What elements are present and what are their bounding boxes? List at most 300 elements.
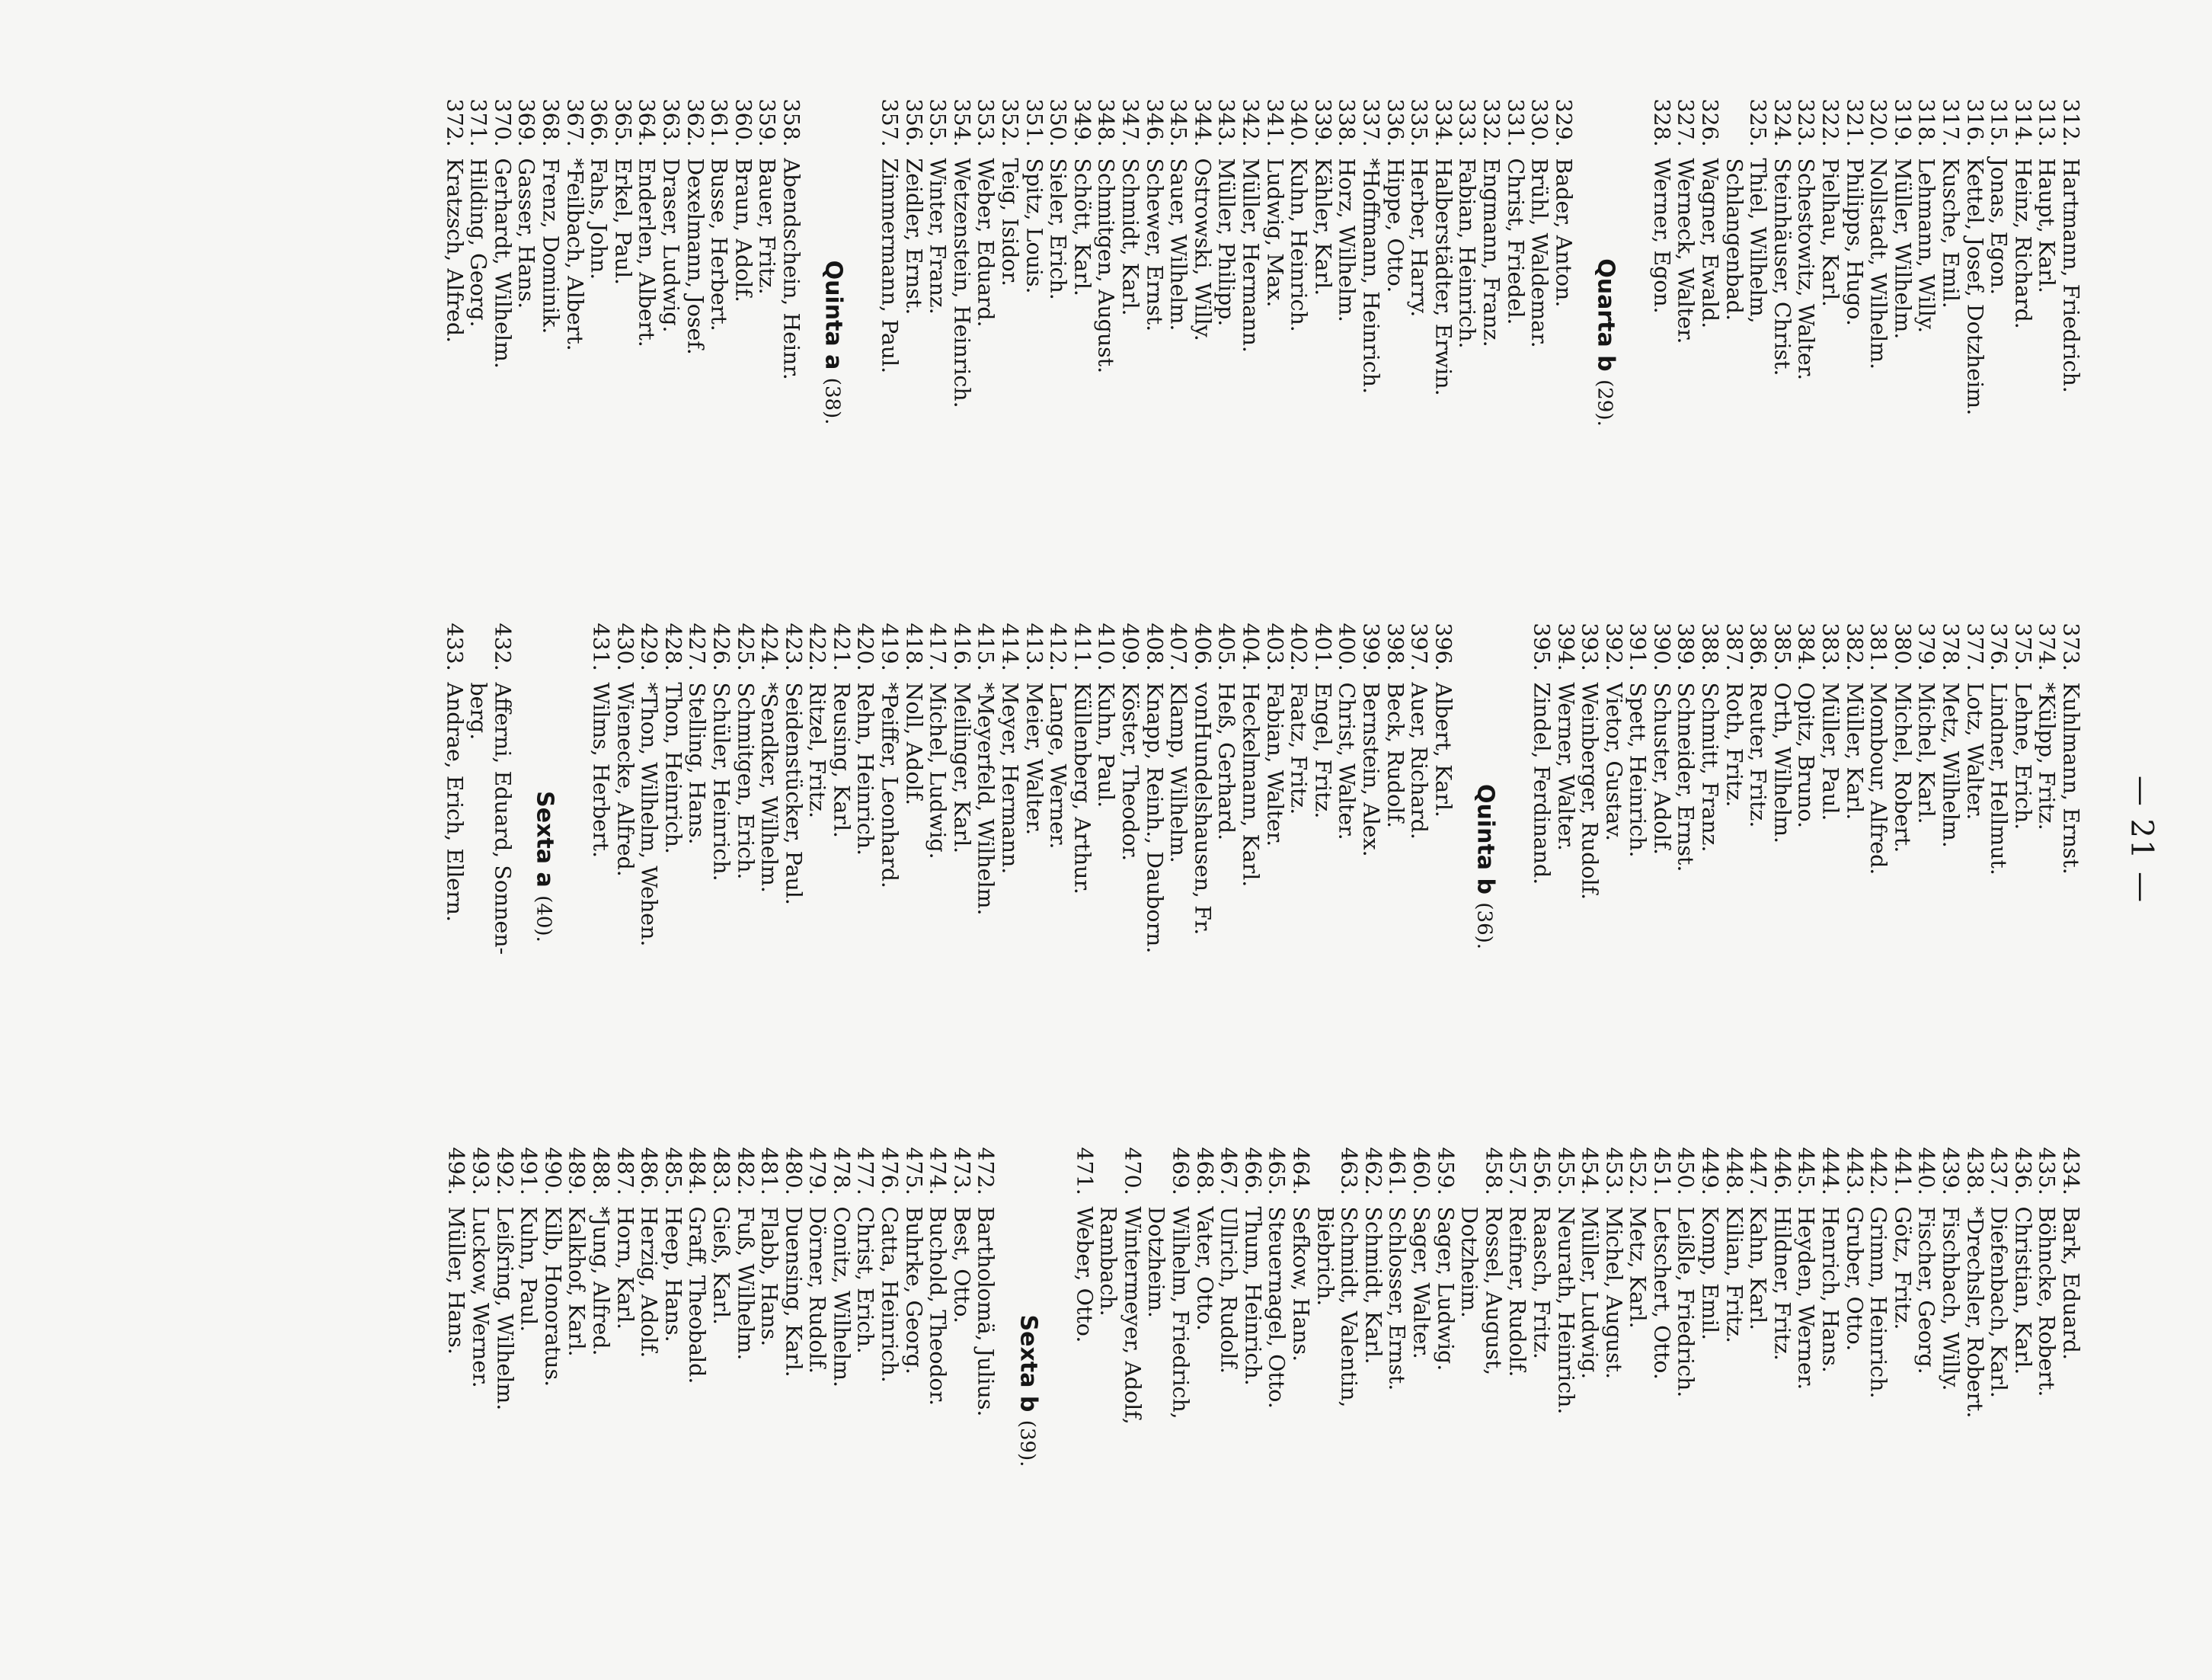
student-entry (949, 1147, 973, 1635)
student-name: Christ, Erich. (852, 1206, 878, 1354)
student-number: 421. (828, 622, 854, 671)
student-entry (1987, 1147, 2011, 1635)
student-name: Vietor, Gustav. (1600, 682, 1626, 841)
student-entry (1673, 623, 1698, 1111)
student-number: 475. (900, 1147, 926, 1195)
student-number: 479. (804, 1147, 830, 1195)
student-name: Erkel, Paul. (609, 158, 635, 286)
student-number: 419. (877, 622, 903, 671)
student-number: 465. (1264, 1147, 1290, 1195)
student-name: Schmitgen, Erich. (732, 682, 758, 880)
student-name: Wilms, Herbert. (587, 682, 613, 858)
student-name: Sefkow, Hans. (1288, 1206, 1313, 1362)
student-name: Braun, Adolf. (730, 158, 756, 302)
class-heading (1472, 623, 1498, 1111)
student-name: Kähler, Karl. (1309, 158, 1335, 296)
student-entry (442, 623, 466, 1111)
student-entry (1408, 1147, 1433, 1635)
student-number: 334. (1430, 98, 1456, 147)
student-name: Meyer, Hermann. (997, 682, 1023, 875)
student-entry (1529, 1147, 1553, 1635)
student-entry (805, 623, 830, 1111)
student-entry (588, 623, 612, 1111)
student-number: 423. (780, 622, 806, 671)
student-name: Bartholomä, Julius. (973, 1206, 999, 1417)
student-entry (1987, 623, 2011, 1111)
student-entry (1238, 99, 1262, 587)
student-number: 474. (925, 1147, 951, 1195)
student-number: 396. (1430, 622, 1456, 671)
student-entry (490, 99, 514, 587)
student-name: Bernstein, Alex. (1357, 682, 1383, 857)
student-entry (925, 99, 950, 587)
student-name: Ritzel, Fritz. (804, 682, 830, 818)
student-entry (1987, 99, 2011, 587)
student-entry (1529, 623, 1553, 1111)
student-name: Afferni, Eduard, Sonnen- berg. (465, 682, 515, 955)
student-number: 430. (612, 622, 638, 671)
student-name: Küllenberg, Arthur. (1069, 682, 1095, 894)
student-name: Steinhäuser, Christ. (1769, 158, 1795, 376)
student-name: Schmitgen, August. (1093, 158, 1119, 374)
student-name: Catta, Heinrich. (877, 1206, 903, 1383)
student-name: *Jung, Alfred. (587, 1206, 613, 1356)
student-name: Teig, Isidor. (997, 158, 1023, 286)
student-number: 427. (684, 622, 710, 671)
student-name: Spitz, Louis. (1021, 158, 1047, 294)
student-entry (1527, 99, 1552, 587)
student-name: Schewer, Ernst. (1141, 158, 1167, 332)
student-name: Letschert, Otto. (1648, 1206, 1674, 1380)
student-number: 425. (732, 622, 758, 671)
student-name: Müller, Philipp. (1213, 158, 1239, 327)
student-entry (1358, 623, 1382, 1111)
student-entry (1214, 623, 1239, 1111)
student-number: 325. (1745, 98, 1771, 147)
student-entry (1890, 99, 1914, 587)
student-name: Gasser, Hans. (513, 158, 539, 309)
student-entry (682, 99, 707, 587)
student-name: Müller, Ludwig. (1577, 1206, 1603, 1380)
student-number: 376. (1986, 622, 2012, 671)
student-name: Wienecke, Alfred. (612, 682, 638, 877)
student-entry (1190, 99, 1214, 587)
student-number: 491. (516, 1147, 542, 1195)
student-name: Köster, Theodor. (1117, 682, 1143, 862)
class-heading (1014, 1147, 1040, 1635)
student-number: 353. (973, 98, 999, 147)
student-entry (877, 623, 902, 1111)
class-heading-title: Quinta a (820, 260, 847, 370)
class-heading-title: Quarta b (1592, 258, 1619, 372)
student-entry (1577, 623, 1602, 1111)
student-name: Lange, Werner. (1045, 682, 1071, 850)
class-heading-title: Quinta b (1472, 783, 1499, 894)
student-number: 406. (1189, 622, 1215, 671)
student-entry (562, 99, 587, 587)
student-name: Sieler, Erich. (1045, 158, 1071, 300)
student-number: 481. (756, 1147, 782, 1195)
student-entry (516, 1147, 541, 1635)
student-name: Bark, Eduard. (2058, 1206, 2083, 1360)
student-name: Andrae, Erich, Ellern. (441, 682, 467, 922)
student-number: 461. (1384, 1147, 1410, 1195)
class-heading-count: (40). (532, 895, 555, 942)
student-name: Duensing, Karl. (780, 1206, 806, 1378)
student-entry (637, 1147, 661, 1635)
student-number: 390. (1648, 622, 1674, 671)
student-name: Engel, Fritz. (1309, 682, 1335, 819)
student-number: 316. (1961, 98, 1987, 147)
student-number: 440. (1913, 1147, 1939, 1195)
student-name: Fahs, John. (586, 158, 612, 280)
student-entry (2058, 99, 2083, 587)
student-name: Grimm, Heinrich. (1865, 1206, 1891, 1399)
student-entry (1914, 99, 1939, 587)
class-heading-count: (36). (1472, 902, 1496, 950)
student-entry (466, 99, 491, 587)
student-entry (2010, 623, 2035, 1111)
student-number: 373. (2058, 622, 2083, 671)
student-number: 366. (586, 98, 612, 147)
student-entry (707, 99, 731, 587)
student-number: 446. (1769, 1147, 1795, 1195)
student-entry (853, 1147, 877, 1635)
student-entry (1310, 623, 1335, 1111)
student-name: *Peiffer, Leonhard. (877, 682, 903, 888)
student-name: Auer, Richard. (1406, 682, 1432, 840)
student-number: 372. (441, 98, 467, 147)
student-number: 315. (1986, 98, 2012, 147)
student-entry (660, 623, 685, 1111)
student-number: 431. (587, 622, 613, 671)
student-name: Philipps, Hugo. (1841, 158, 1867, 326)
student-name: Kuhn, Heinrich. (1286, 158, 1312, 332)
student-entry (1962, 1147, 1987, 1635)
student-number: 437. (1986, 1147, 2012, 1195)
student-name: Kuhn, Paul. (1093, 682, 1119, 808)
student-name: Noll, Adolf. (900, 682, 926, 806)
student-number: 348. (1093, 98, 1119, 147)
student-name: Herber, Harry. (1406, 158, 1432, 318)
student-name: Frenz, Dominik. (537, 158, 563, 334)
student-entry (1721, 623, 1746, 1111)
student-name: Fabian, Heinrich. (1454, 158, 1480, 349)
student-number: 320. (1865, 98, 1891, 147)
student-entry (685, 623, 709, 1111)
student-name: Michel, August. (1600, 1206, 1626, 1380)
student-name: Müller, Hans. (443, 1206, 469, 1355)
student-name: Klamp, Wilhelm. (1165, 682, 1191, 863)
student-number: 360. (730, 98, 756, 147)
student-number: 468. (1191, 1147, 1217, 1195)
column-3 (444, 1147, 2083, 1635)
student-entry (635, 99, 659, 587)
student-entry (1649, 623, 1673, 1111)
student-name: *Thon, Wilhelm, Wehen. (636, 682, 662, 947)
student-number: 441. (1889, 1147, 1915, 1195)
student-number: 463. (1336, 1147, 1362, 1195)
student-name: Roth, Fritz. (1721, 682, 1747, 808)
student-number: 455. (1552, 1147, 1578, 1195)
student-name: Kratzsch, Alfred. (441, 158, 467, 344)
student-number: 454. (1577, 1147, 1603, 1195)
student-entry (1625, 1147, 1650, 1635)
student-name: Reifner, Rudolf. (1504, 1206, 1530, 1378)
student-entry (588, 1147, 612, 1635)
student-name: Nollstadt, Wilhelm. (1865, 158, 1891, 370)
student-number: 313. (2034, 98, 2060, 147)
student-entry (733, 1147, 757, 1635)
student-number: 442. (1865, 1147, 1891, 1195)
student-name: Opitz, Bruno. (1793, 682, 1819, 829)
student-number: 493. (468, 1147, 493, 1195)
student-name: Sager, Ludwig. (1432, 1206, 1458, 1371)
student-name: Heß, Gerhard. (1213, 682, 1239, 841)
student-name: Zindel, Ferdinand. (1528, 682, 1554, 885)
student-number: 332. (1478, 98, 1504, 147)
student-number: 375. (2009, 622, 2035, 671)
student-entry (1216, 1147, 1241, 1635)
student-name: Christ, Walter. (1334, 682, 1360, 840)
student-number: 434. (2058, 1147, 2083, 1195)
student-number: 407. (1165, 622, 1191, 671)
student-number: 411. (1069, 622, 1095, 671)
student-name: Schmidt, Valentin, Biebrich. (1312, 1206, 1362, 1408)
student-number: 322. (1817, 98, 1843, 147)
student-number: 459. (1432, 1147, 1458, 1195)
student-entry (708, 1147, 733, 1635)
student-number: 429. (636, 622, 662, 671)
student-name: Weber, Otto. (1071, 1206, 1097, 1343)
student-name: Meilinger, Karl. (948, 682, 974, 854)
student-entry (1240, 1147, 1264, 1635)
student-entry (1769, 623, 1794, 1111)
student-entry (757, 1147, 782, 1635)
student-number: 433. (441, 622, 467, 671)
student-number: 357. (877, 98, 903, 147)
student-number: 485. (660, 1147, 686, 1195)
student-entry (637, 623, 661, 1111)
student-entry (1382, 99, 1407, 587)
student-name: Weinberger, Rudolf. (1577, 682, 1603, 901)
student-entry (1746, 623, 1770, 1111)
student-entry (1962, 623, 1987, 1111)
student-entry (2035, 1147, 2059, 1635)
student-entry (1503, 99, 1527, 587)
student-entry (492, 1147, 516, 1635)
student-entry (1551, 99, 1575, 587)
student-number: 365. (609, 98, 635, 147)
student-entry (1262, 99, 1287, 587)
student-number: 330. (1526, 98, 1552, 147)
student-number: 337. (1357, 98, 1383, 147)
student-entry (538, 99, 562, 587)
student-number: 377. (1961, 622, 1987, 671)
student-number: 451. (1648, 1147, 1674, 1195)
class-heading (1592, 99, 1618, 587)
student-entry (1166, 623, 1191, 1111)
student-name: Luckow, Werner. (468, 1206, 493, 1388)
student-entry (2010, 99, 2035, 587)
student-name: Kuhn, Paul. (516, 1206, 542, 1333)
student-number: 321. (1841, 98, 1867, 147)
student-entry (1385, 1147, 1409, 1635)
student-entry (1914, 1147, 1939, 1635)
student-entry (1312, 1147, 1360, 1635)
student-number: 328. (1648, 98, 1674, 147)
student-entry (1601, 623, 1625, 1111)
student-entry (733, 623, 757, 1111)
student-name: Horn, Karl. (612, 1206, 638, 1330)
student-entry (612, 623, 637, 1111)
student-name: Buhrke, Georg. (900, 1206, 926, 1374)
student-entry (925, 1147, 950, 1635)
student-number: 448. (1721, 1147, 1747, 1195)
student-number: 386. (1745, 622, 1771, 671)
student-name: Graff, Theobald. (684, 1206, 710, 1384)
student-number: 443. (1841, 1147, 1867, 1195)
student-entry (1866, 623, 1891, 1111)
student-number: 424. (756, 622, 782, 671)
student-name: Reuter, Fritz. (1745, 682, 1771, 828)
student-number: 410. (1093, 622, 1119, 671)
student-entry (1310, 99, 1335, 587)
student-entry (1142, 99, 1166, 587)
student-entry (1553, 1147, 1577, 1635)
student-entry (1094, 623, 1118, 1111)
student-number: 388. (1697, 622, 1723, 671)
student-entry (1214, 99, 1239, 587)
student-number: 381. (1865, 622, 1891, 671)
student-number: 338. (1334, 98, 1360, 147)
student-name: Schlosser, Ernst. (1384, 1206, 1410, 1391)
student-number: 392. (1600, 622, 1626, 671)
student-entry (1698, 99, 1722, 587)
student-number: 324. (1769, 98, 1795, 147)
student-number: 368. (537, 98, 563, 147)
student-number: 331. (1502, 98, 1528, 147)
student-entry (997, 623, 1021, 1111)
student-number: 362. (682, 98, 708, 147)
student-name: Zeidler, Ernst. (900, 158, 926, 315)
student-name: Mombour, Alfred. (1865, 682, 1891, 875)
student-number: 405. (1213, 622, 1239, 671)
student-number: 432. (489, 622, 515, 671)
student-number: 452. (1625, 1147, 1651, 1195)
student-number: 490. (539, 1147, 565, 1195)
student-name: Hildner, Fritz. (1769, 1206, 1795, 1361)
student-name: Jonas, Egon. (1986, 158, 2012, 296)
student-number: 341. (1261, 98, 1287, 147)
student-number: 477. (852, 1147, 878, 1195)
student-name: Müller, Karl. (1841, 682, 1867, 821)
student-entry (1938, 99, 1962, 587)
student-name: Wilhelm, Friedrich, Dotzheim. (1143, 1206, 1194, 1419)
student-name: Buchold, Theodor. (925, 1206, 951, 1406)
student-number: 462. (1360, 1147, 1386, 1195)
student-number: 395. (1528, 622, 1554, 671)
student-entry (708, 623, 733, 1111)
student-name: Spett, Heinrich. (1625, 682, 1651, 858)
student-number: 346. (1141, 98, 1167, 147)
student-name: Heckelmann, Karl. (1238, 682, 1263, 888)
student-entry (829, 623, 853, 1111)
student-name: Best, Otto. (948, 1206, 974, 1323)
column-1 (442, 99, 2083, 587)
student-number: 417. (925, 622, 951, 671)
student-number: 420. (852, 622, 878, 671)
student-entry (1842, 623, 1866, 1111)
student-number: 439. (1938, 1147, 1964, 1195)
student-entry (1144, 1147, 1192, 1635)
student-name: Kilian, Fritz. (1721, 1206, 1747, 1343)
student-number: 402. (1286, 622, 1312, 671)
student-name: Michel, Ludwig. (925, 682, 951, 859)
student-number: 444. (1817, 1147, 1843, 1195)
student-number: 361. (706, 98, 732, 147)
student-entry (1262, 623, 1287, 1111)
column-2 (442, 623, 2083, 1111)
student-number: 414. (997, 622, 1023, 671)
student-entry (1914, 623, 1939, 1111)
student-number: 383. (1817, 622, 1843, 671)
student-name: Dörner, Rudolf. (804, 1206, 830, 1374)
student-entry (1407, 99, 1431, 587)
student-name: Herzig, Adolf. (636, 1206, 662, 1358)
student-number: 483. (708, 1147, 734, 1195)
student-name: Schneider, Ernst. (1673, 682, 1699, 872)
student-name: Abendschein, Heinr. (778, 158, 804, 380)
student-number: 374. (2034, 622, 2060, 671)
student-name: *Hoffmann, Heinrich. (1357, 158, 1383, 394)
student-entry (1142, 623, 1166, 1111)
student-number: 401. (1309, 622, 1335, 671)
student-entry (2058, 623, 2083, 1111)
class-heading-title: Sexta a (531, 791, 558, 888)
student-name: Faatz, Fritz. (1286, 682, 1312, 815)
student-name: Seidenstücker, Paul. (780, 682, 806, 905)
student-number: 387. (1721, 622, 1747, 671)
student-number: 400. (1334, 622, 1360, 671)
student-number: 340. (1286, 98, 1312, 147)
student-number: 379. (1913, 622, 1939, 671)
student-entry (1430, 99, 1455, 587)
student-number: 487. (612, 1147, 638, 1195)
page-number: — 21 — (2124, 775, 2159, 904)
student-number: 389. (1673, 622, 1699, 671)
student-name: Hippe, Otto. (1382, 158, 1408, 293)
student-name: Busse, Herbert. (706, 158, 732, 331)
student-entry (805, 1147, 830, 1635)
student-name: Gieß, Karl. (708, 1206, 734, 1325)
student-entry (466, 623, 514, 1111)
student-name: Thon, Heinrich. (660, 682, 686, 854)
student-entry (685, 1147, 709, 1635)
student-name: Schuster, Adolf. (1648, 682, 1674, 856)
student-number: 339. (1309, 98, 1335, 147)
student-name: Kahn, Karl. (1745, 1206, 1771, 1331)
student-number: 447. (1745, 1147, 1771, 1195)
student-number: 457. (1504, 1147, 1530, 1195)
student-entry (2035, 623, 2059, 1111)
student-number: 472. (973, 1147, 999, 1195)
student-number: 343. (1213, 98, 1239, 147)
student-number: 364. (634, 98, 660, 147)
student-entry (730, 99, 755, 587)
student-entry (1794, 623, 1818, 1111)
student-name: Sauer, Wilhelm. (1165, 158, 1191, 331)
